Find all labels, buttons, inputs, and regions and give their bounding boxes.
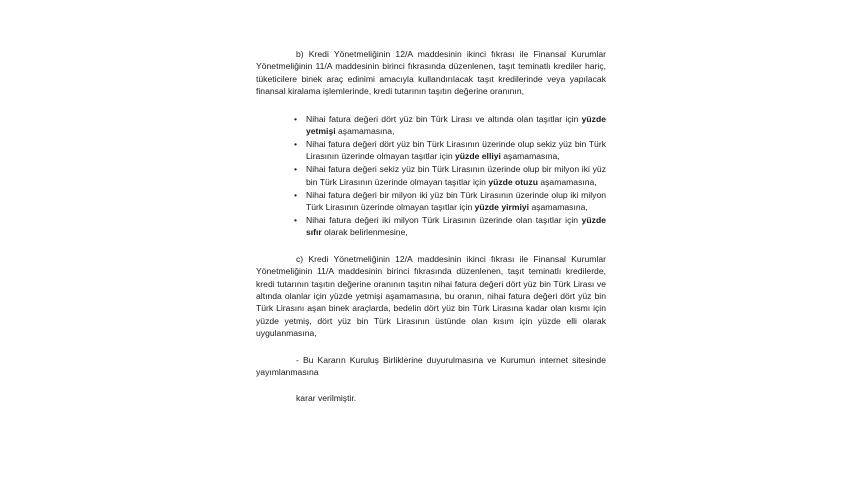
list-item bbox=[294, 189, 606, 214]
list-item bbox=[294, 214, 606, 239]
list-item-text: Nihai fatura değeri sekiz yüz bin Türk Lirasının üzerinde olup bir milyon iki yüz bin Türk Lirasının üzerinde olmayan taşıtlar için bbox=[306, 164, 606, 187]
list-item bbox=[294, 138, 606, 163]
list-item-emphasis: yüzde otuzu bbox=[488, 176, 538, 187]
list-item-text: aşamamasına, bbox=[529, 201, 588, 212]
bullet-icon: • bbox=[294, 164, 298, 175]
list-item-emphasis: yüzde sıfır bbox=[306, 214, 606, 238]
list-item-text: aşamamasına, bbox=[335, 126, 395, 137]
list-item-text: aşamamasına, bbox=[537, 176, 597, 187]
list-item-text: Nihai fatura değeri dört yüz bin Türk Lirası ve altında olan taşıtlar için bbox=[306, 113, 582, 124]
paragraph-c: c) Kredi Yönetmeliğinin 12/A maddesinin ikinci fıkrası ile Finansal Kurumlar Yönetmeliğinin 11/A maddesinin birinci fıkrasında düzenlenen, taşıt teminatlı kredilerde, kredi tutarının taşıtın değerine oranının taşıtın nihai fatura değeri dört yüz bin Türk Lirası ve altında olanlar için yüzde yetmişi aşamamasına, bu oranın, nihai fatura değeri dört yüz bin Türk Lirasını aşan binek araçlarda, bedelin dört yüz bin Türk Lirasına kadar olan kısmı için yüzde yetmiş, dört yüz bin Türk Lirasının üstünde olan kısım için yüzde elli olarak uygulanmasına, bbox=[256, 253, 606, 339]
list-item-emphasis: yüzde yirmiyi bbox=[474, 201, 530, 212]
list-item-text: Nihai fatura değeri iki milyon Türk Lirasının üzerinde olan taşıtlar için bbox=[306, 214, 582, 225]
list-item-emphasis: yüzde yetmişi bbox=[306, 113, 606, 137]
list-item-text: Nihai fatura değeri bir milyon iki yüz bin Türk Lirasının üzerinde olup iki milyon Türk Lirasının üzerinde olmayan taşıtlar için bbox=[306, 189, 606, 212]
bullet-icon: • bbox=[294, 113, 298, 124]
document-body bbox=[256, 48, 606, 405]
bullet-icon: • bbox=[294, 189, 298, 200]
list-item-emphasis: yüzde elliyi bbox=[455, 151, 501, 162]
bullet-list bbox=[256, 113, 606, 239]
list-item bbox=[294, 113, 606, 138]
bullet-icon: • bbox=[294, 214, 298, 225]
list-item-text: Nihai fatura değeri dört yüz bin Türk Lirasının üzerinde olup sekiz yüz bin Türk Lirasının üzerinde olmayan taşıtlar için bbox=[306, 138, 606, 162]
paragraph-b: b) Kredi Yönetmeliğinin 12/A maddesinin ikinci fıkrası ile Finansal Kurumlar Yönetmeliğinin 11/A maddesinin birinci fıkrasında düzenlenen, taşıt teminatlı krediler hariç, tüketicilere binek araç edinimi amacıyla kullandırılacak taşıt kredilerinde veya yapılacak finansal kiralama işlemlerinde, kredi tutarının taşıtın değerine oranının, bbox=[256, 49, 606, 97]
list-item-text: aşamamasına, bbox=[500, 151, 560, 162]
paragraph-announcement: - Bu Kararın Kuruluş Birliklerine duyurulmasına ve Kurumun internet sitesinde yayımlanmasına bbox=[256, 354, 606, 377]
list-item bbox=[294, 163, 606, 188]
list-item-text: olarak belirlenmesine, bbox=[321, 227, 408, 238]
closing-statement: karar verilmiştir. bbox=[296, 393, 357, 404]
bullet-icon: • bbox=[294, 138, 298, 149]
